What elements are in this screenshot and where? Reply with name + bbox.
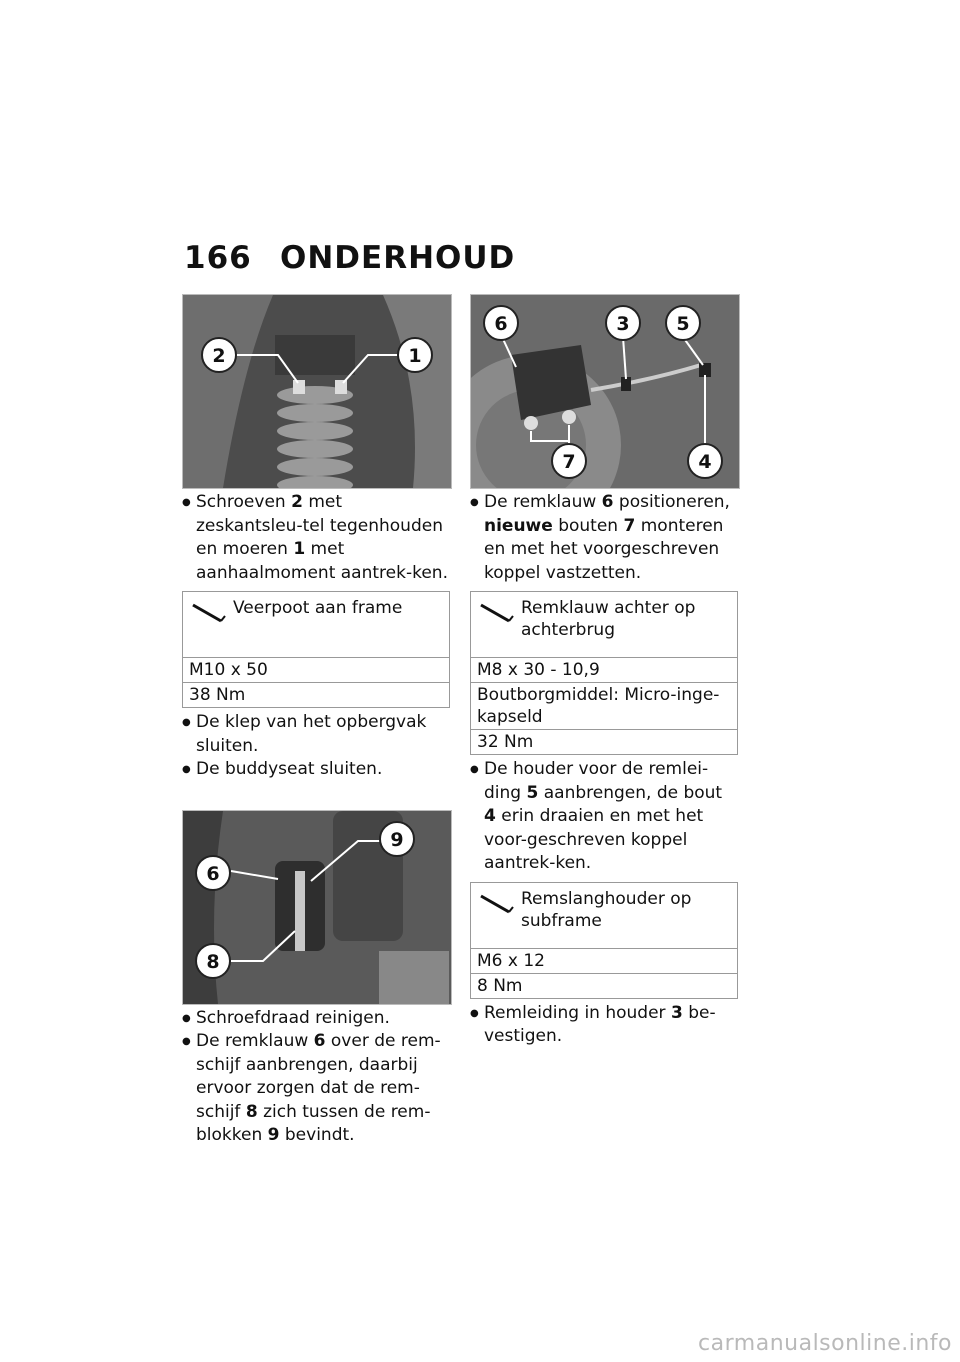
step-clean-thread: ● Schroefdraad reinigen. [182,1007,450,1031]
spec-title: Remslanghouder op subframe [521,888,692,931]
photo-shock-absorber [182,294,452,489]
callout-2: 2 [212,345,226,367]
callout-6: 6 [206,862,220,885]
spec-row-locking-agent: Boutborgmiddel: Micro-inge-kapseld [471,683,737,730]
left-column [182,294,450,1148]
callout-7: 7 [562,451,576,473]
photo-brake-caliper-disc [182,810,452,1005]
spec-title: Veerpoot aan frame [233,598,403,618]
callout-9: 9 [390,828,404,851]
page-title: ONDERHOUD [280,240,516,276]
photo-rear-brake-assembly [470,294,740,489]
callout-8: 8 [206,950,220,973]
step-position-caliper: ● De remklauw 6 positioneren, nieuwe bouten 7 monteren en met het voorgeschreven koppel vastzetten. [470,491,738,585]
step-close-storage: ● De klep van het opbergvak sluiten. [182,711,450,758]
torque-wrench-icon [479,893,515,921]
step-tighten-nuts: ● Schroeven 2 met zeskantsleu-tel tegenhouden en moeren 1 met aanhaalmoment aantrek-ken. [182,491,450,585]
spec-row-torque: 38 Nm [189,685,246,705]
step-fit-caliper: ● De remklauw 6 over de rem-schijf aanbrengen, daarbij ervoor zorgen dat de rem-schijf 8 zich tussen de rem-blokken 9 bevindt. [182,1030,450,1148]
right-column [470,294,738,1049]
spec-row-torque: 8 Nm [477,975,523,996]
callout-3: 3 [616,313,630,335]
callout-1: 1 [408,345,422,367]
spec-title: Remklauw achter op achterbrug [521,598,696,640]
spec-row-size: M8 x 30 - 10,9 [471,658,737,683]
callout-6: 6 [494,313,508,335]
step-fit-line-holder: ● De houder voor de remlei-ding 5 aanbrengen, de bout 4 erin draaien en met het voor-geschreven koppel aantrek-ken. [470,758,738,876]
page-number: 166 [184,240,252,276]
spec-row-torque: 32 Nm [477,732,534,752]
torque-wrench-icon [479,602,515,630]
spec-table-caliper [470,591,738,755]
watermark: carmanualsonline.info [698,1331,952,1356]
callout-4: 4 [698,451,712,473]
spec-row-size: M10 x 50 [183,658,449,683]
callout-5: 5 [676,313,690,335]
spec-table-hose-holder [470,882,738,999]
spec-table-shock-frame [182,591,450,708]
spec-row-size: M6 x 12 [471,949,737,974]
page-header [184,240,515,276]
torque-wrench-icon [191,602,227,630]
step-secure-brake-line: ● Remleiding in houder 3 be-vestigen. [470,1002,738,1049]
step-close-seat: ● De buddyseat sluiten. [182,758,450,782]
